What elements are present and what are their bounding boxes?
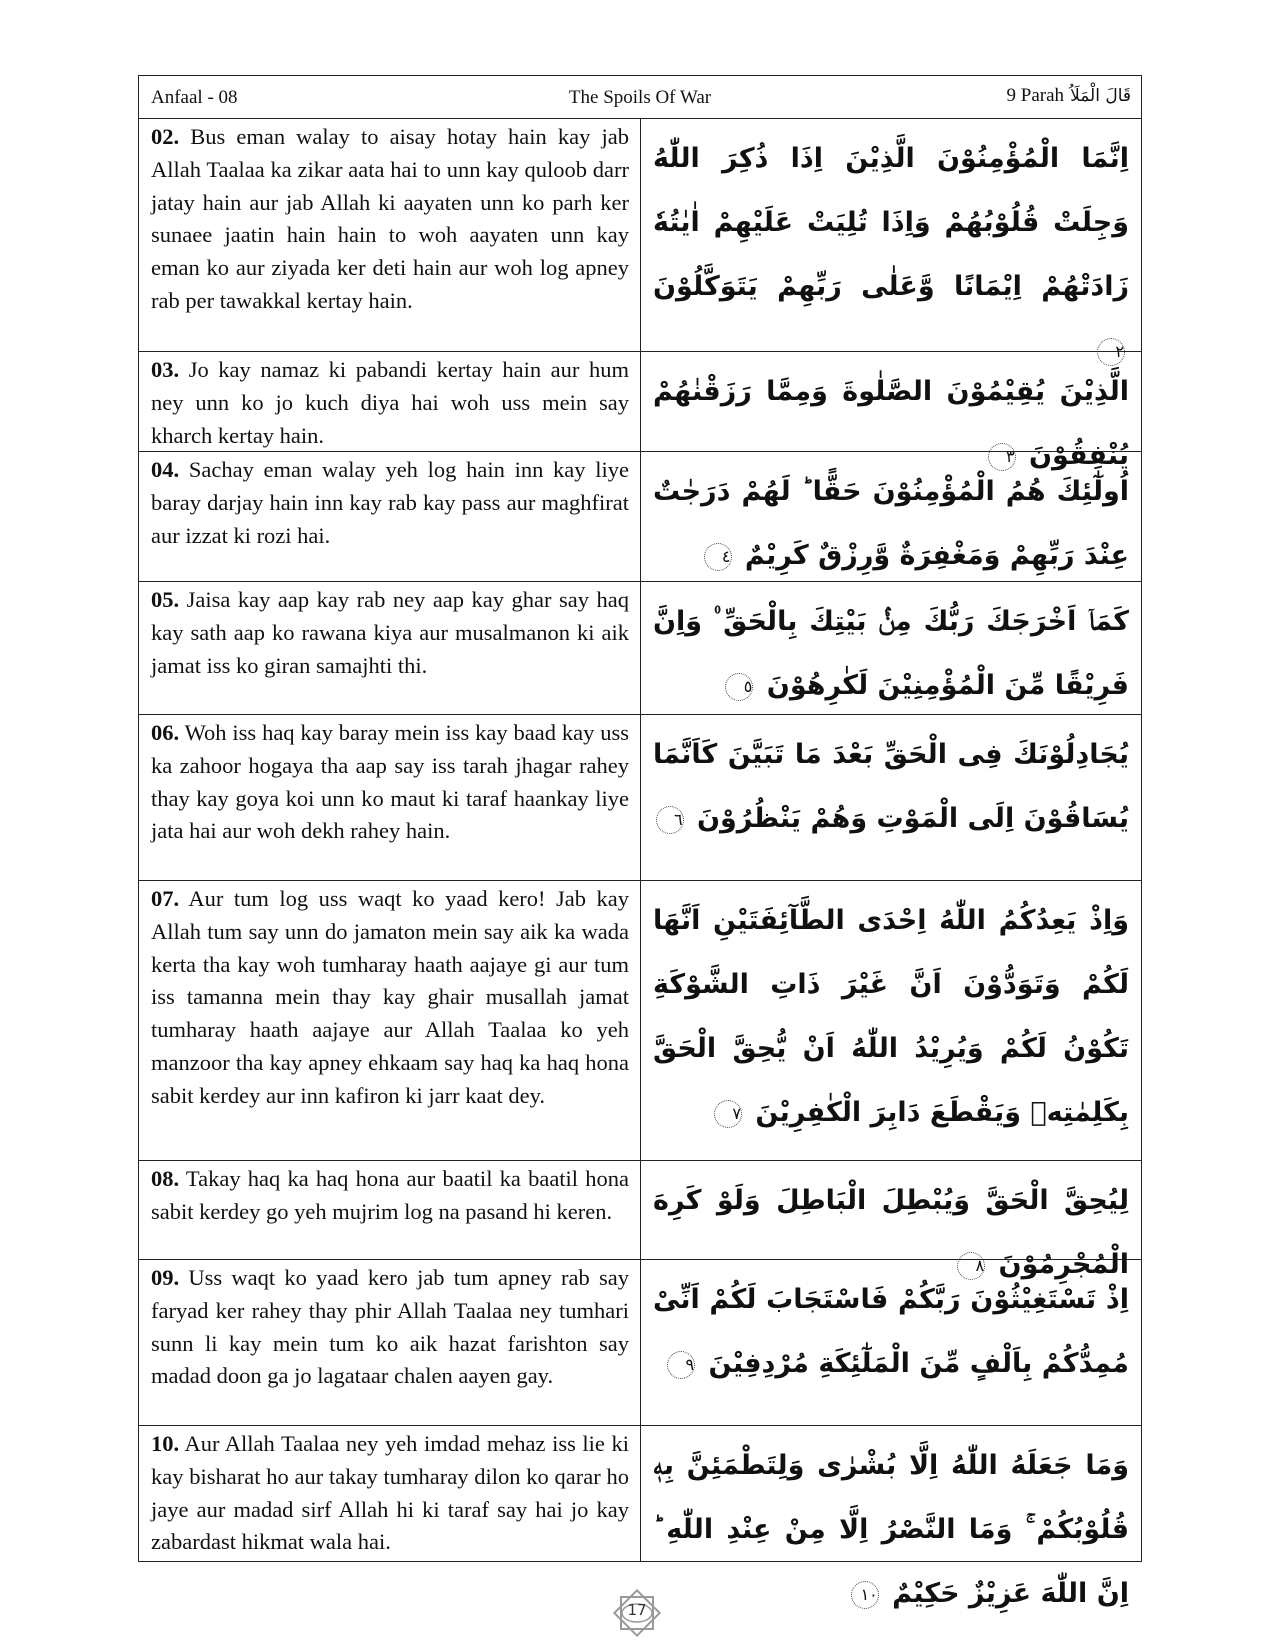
page-number: 17 (627, 1601, 647, 1619)
translation-cell (139, 452, 641, 581)
verse-number: 02. (151, 124, 180, 149)
arabic-cell (641, 1260, 1141, 1425)
arabic-cell (641, 1161, 1141, 1280)
ayah-end-marker-icon: ٥ (725, 673, 753, 701)
arabic-cell (641, 1426, 1141, 1609)
translation-cell (139, 1260, 641, 1425)
arabic-cell (641, 582, 1141, 714)
parah-label-group (1007, 85, 1131, 107)
translation-text: Jaisa kay aap kay rab ney aap kay ghar say haq kay sath aap ko rawana kiya aur musalmanon ki aik jamat iss ko giran samajhti thi. (151, 587, 630, 678)
arabic-text: لِيُحِقَّ الْحَقَّ وَيُبْطِلَ الْبَاطِلَ وَلَوْ كَرِهَ الْمُجْرِمُوْنَ (653, 1185, 1129, 1280)
surah-label: Anfaal - 08 (151, 87, 238, 108)
page-number-badge (612, 1588, 662, 1638)
ayah-end-marker-icon: ٧ (714, 1100, 742, 1128)
verse-number: 09. (151, 1265, 180, 1290)
verse-row (139, 881, 1141, 1161)
arabic-cell (641, 452, 1141, 581)
ayah-end-marker-icon: ١٠ (851, 1581, 879, 1609)
parah-label: 9 Parah (1006, 85, 1065, 106)
translation-text: Sachay eman walay yeh log hain inn kay liye baray darjay hain inn kay rab kay pass aur maghfirat aur izzat ki rozi hai. (151, 457, 630, 548)
arabic-text: الَّذِيْنَ يُقِيْمُوْنَ الصَّلٰوةَ وَمِمَّا رَزَقْنٰهُمْ يُنْفِقُوْنَ (653, 376, 1129, 471)
translation-text: Aur Allah Taalaa ney yeh imdad mehaz iss lie ki kay bisharat ho aur takay tumharay dilon ko qarar ho jaye aur madad sirf Allah hi ki taraf say hai jo kay zabardast hikmat wala hai. (151, 1431, 629, 1555)
arabic-text: وَاِذْ يَعِدُكُمُ اللّٰهُ اِحْدَى الطَّآئِفَتَيْنِ اَنَّهَا لَكُمْ وَتَوَدُّوْنَ اَنَّ غَيْرَ ذَاتِ الشَّوْكَةِ تَكُوْنُ لَكُمْ وَيُرِيْدُ اللّٰهُ اَنْ يُّحِقَّ الْحَقَّ بِكَلِمٰتِهٖ وَيَقْطَعَ دَابِرَ الْكٰفِرِيْنَ (653, 905, 1129, 1128)
verse-row (139, 119, 1141, 361)
arabic-cell (641, 352, 1141, 471)
ayah-end-marker-icon: ٤ (704, 543, 732, 571)
translation-cell (139, 582, 641, 714)
verse-number: 04. (151, 457, 180, 482)
translation-text: Woh iss haq kay baray mein iss kay baad kay uss ka zahoor hogaya tha aap say iss tarah jhagar rahey thay kay goya koi unn ko maut ki taraf haankay liye jata hai aur woh dekh rahey hain. (151, 720, 630, 844)
translation-text: Uss waqt ko yaad kero jab tum apney rab say faryad ker rahey thay phir Allah Taalaa ney tumhari sunn li kay mein tum ko aik hazat farishton say madad doon ga jo lagataar chalen aayen gay. (151, 1265, 629, 1389)
ayah-end-marker-icon: ٦ (656, 806, 684, 834)
translation-cell (139, 881, 641, 1160)
translation-cell (139, 715, 641, 880)
verse-table (138, 75, 1142, 1609)
translation-text: Takay haq ka haq hona aur baatil ka baatil hona sabit kerdey go yeh mujrim log na pasand hi keren. (151, 1166, 629, 1224)
translation-cell (139, 352, 641, 451)
translation-cell (139, 1161, 641, 1259)
arabic-cell (641, 119, 1141, 361)
verse-number: 06. (151, 720, 180, 745)
page-header (139, 76, 1141, 119)
verse-number: 05. (151, 587, 180, 612)
arabic-text: اُولٰٓئِكَ هُمُ الْمُؤْمِنُوْنَ حَقًّا ؕ لَهُمْ دَرَجٰتٌ عِنْدَ رَبِّهِمْ وَمَغْفِرَةٌ وَّرِزْقٌ كَرِيْمٌ (653, 476, 1129, 571)
verse-row (139, 582, 1141, 715)
parah-arabic-name: قَالَ الْمَلَاُ (1070, 86, 1131, 106)
ayah-end-marker-icon: ٣ (988, 443, 1016, 471)
translation-text: Bus eman walay to aisay hotay hain kay jab Allah Taalaa ka zikar aata hai to unn kay quloob darr jatay hain aur jab Allah ki aayaten unn ko parh ker sunaee jaatin hain hain to woh aayaten unn kay eman ko aur ziyada ker deti hain aur woh log apney rab per tawakkal kertay hain. (151, 124, 629, 313)
ayah-end-marker-icon: ٨ (957, 1252, 985, 1280)
arabic-cell (641, 715, 1141, 880)
arabic-text: يُجَادِلُوْنَكَ فِى الْحَقِّ بَعْدَ مَا تَبَيَّنَ كَاَنَّمَا يُسَاقُوْنَ اِلَى الْمَوْتِ وَهُمْ يَنْظُرُوْنَ (653, 739, 1129, 834)
arabic-text: وَمَا جَعَلَهُ اللّٰهُ اِلَّا بُشْرٰى وَلِتَطْمَئِنَّ بِهٖ قُلُوْبُكُمْ ۚ وَمَا النَّصْرُ اِلَّا مِنْ عِنْدِ اللّٰهِ ؕ اِنَّ اللّٰهَ عَزِيْزٌ حَكِيْمٌ (653, 1450, 1129, 1609)
arabic-text: كَمَاۤ اَخْرَجَكَ رَبُّكَ مِنْۢ بَيْتِكَ بِالْحَقِّ ۠ وَاِنَّ فَرِيْقًا مِّنَ الْمُؤْمِنِيْنَ لَكٰرِهُوْنَ (653, 606, 1129, 701)
verse-number: 07. (151, 886, 180, 911)
arabic-text: اِذْ تَسْتَغِيْثُوْنَ رَبَّكُمْ فَاسْتَجَابَ لَكُمْ اَنِّىْ مُمِدُّكُمْ بِاَلْفٍ مِّنَ الْمَلٰٓئِكَةِ مُرْدِفِيْنَ (653, 1284, 1129, 1379)
page-title: The Spoils Of War (568, 87, 712, 108)
verse-row (139, 715, 1141, 881)
verse-row (139, 452, 1141, 582)
verse-row (139, 1426, 1141, 1609)
verse-row (139, 1260, 1141, 1426)
translation-text: Aur tum log uss waqt ko yaad kero! Jab kay Allah tum say unn do jamaton mein say aik ka wada kerta tha kay woh tumharay haath aajaye gi aur tum iss tamanna mein thay kay ghair musallah jamat tumharay haath aajaye aur Allah Taalaa ko yeh manzoor tha kay apney ehkaam say haq ka haq hona sabit kerdey aur inn kafiron ki jarr kaat dey. (151, 886, 630, 1108)
ayah-end-marker-icon: ٩ (667, 1351, 695, 1379)
arabic-cell (641, 881, 1141, 1160)
ayah-end-marker-icon: ٢ (1097, 338, 1125, 366)
translation-cell (139, 1426, 641, 1561)
arabic-text: اِنَّمَا الْمُؤْمِنُوْنَ الَّذِيْنَ اِذَا ذُكِرَ اللّٰهُ وَجِلَتْ قُلُوْبُهُمْ وَاِذَا تُلِيَتْ عَلَيْهِمْ اٰيٰتُهٗ زَادَتْهُمْ اِيْمَانًا وَّعَلٰى رَبِّهِمْ يَتَوَكَّلُوْنَ (653, 143, 1129, 302)
verse-number: 08. (151, 1166, 180, 1191)
verse-number: 10. (151, 1431, 180, 1456)
translation-cell (139, 119, 641, 351)
verse-number: 03. (151, 357, 180, 382)
translation-text: Jo kay namaz ki pabandi kertay hain aur hum ney unn ko jo kuch diya hai woh uss mein say kharch kertay hain. (151, 357, 629, 448)
